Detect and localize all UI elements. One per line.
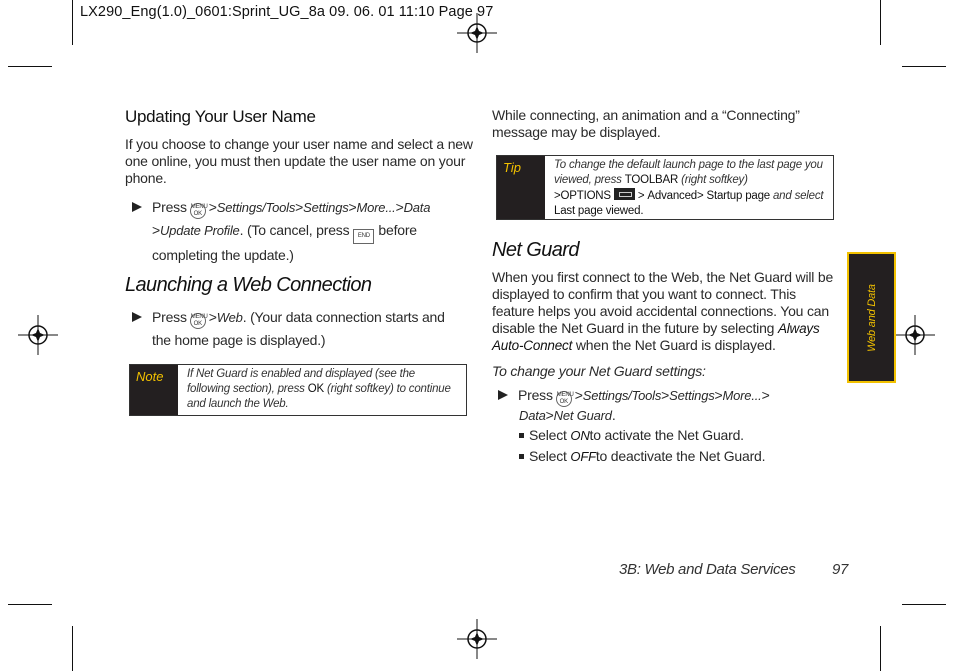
tip-and-select: and select <box>772 190 824 202</box>
crop-mark <box>902 604 946 605</box>
print-slug: LX290_Eng(1.0)_0601:Sprint_UG_8a 09. 06. 01 11:10 Page 97 <box>80 4 494 20</box>
crop-mark <box>72 626 73 671</box>
note-text-b: (right softkey) to continue and launch the Web. <box>187 383 451 410</box>
crop-mark <box>880 626 881 671</box>
note-label: Note <box>130 365 178 415</box>
gt-sep: > <box>295 199 304 215</box>
option-on: ON <box>570 428 590 443</box>
menu-ok-key-icon: MENU OK <box>556 392 574 405</box>
updating-step <box>132 196 472 267</box>
gt-sep: > <box>554 190 561 202</box>
note-text-a: If Net Guard is enabled and displayed (see the following section), press <box>187 368 415 395</box>
gt-sep: > <box>208 199 217 215</box>
option-off: OFF <box>570 449 596 464</box>
crop-mark <box>902 66 946 67</box>
menu-ok-key-icon: MENU OK <box>190 314 208 327</box>
note-text <box>178 365 466 415</box>
path-more: More... <box>722 388 762 403</box>
net-guard-always-connect: Always Auto-Connect <box>492 321 820 353</box>
path-data: Data <box>403 200 431 215</box>
path-settings: Settings <box>303 200 349 215</box>
updating-paragraph: If you choose to change your user name and select a new one online, you must then update the user name on your phone. <box>125 136 473 186</box>
note-box <box>129 364 467 416</box>
path-data: Data <box>519 408 546 423</box>
registration-mark-icon <box>457 619 497 659</box>
options-key-icon <box>614 188 635 200</box>
menu-ok-key-icon: MENU OK <box>190 204 208 217</box>
gt-sep: > <box>208 309 217 325</box>
path-settings: Settings <box>669 388 715 403</box>
sub-bullet-on <box>519 427 744 444</box>
launching-heading: Launching a Web Connection <box>125 274 372 296</box>
page-number: 97 <box>832 561 849 578</box>
step-end: . <box>611 407 616 423</box>
tip-end: . <box>640 205 644 217</box>
net-guard-heading: Net Guard <box>492 239 579 261</box>
net-guard-paragraph <box>492 269 838 354</box>
crop-mark <box>8 66 52 67</box>
to-change-label: To change your Net Guard settings: <box>492 363 706 379</box>
step-tail-1: before <box>378 222 417 238</box>
path-net-guard: Net Guard <box>553 408 612 423</box>
launch-step <box>132 306 472 352</box>
step-tail-2: completing the update.) <box>152 247 294 263</box>
sub-bullet-rest: to activate the Net Guard. <box>589 427 744 443</box>
tip-box <box>496 155 834 220</box>
registration-mark-icon <box>18 315 58 355</box>
section-side-tab <box>847 252 896 383</box>
end-key-icon: END <box>353 229 374 244</box>
path-web: Web <box>216 310 243 325</box>
select-text: Select <box>529 427 567 443</box>
bullet-triangle-icon <box>498 390 508 400</box>
note-ok: OK <box>307 383 324 395</box>
connecting-paragraph: While connecting, an animation and a “Connecting” message may be displayed. <box>492 107 800 140</box>
sub-bullet-off <box>519 448 765 465</box>
launch-after: . (Your data connection starts and <box>242 309 445 325</box>
gt-sep: > <box>545 407 554 423</box>
sub-bullet-rest: to deactivate the Net Guard. <box>595 448 766 464</box>
step-after: . (To cancel, press <box>239 222 350 238</box>
gt-sep: > <box>661 387 670 403</box>
net-guard-para-a: When you first connect to the Web, the Net Guard will be displayed to confirm that you want to connect. This feature helps you avoid accidental connections. You can disable the Net Guard in the future by selecting <box>492 269 834 336</box>
square-bullet-icon <box>519 433 524 438</box>
tip-toolbar: TOOLBAR <box>624 174 679 186</box>
tip-last-viewed: Last page viewed <box>554 205 641 217</box>
footer-section: 3B: Web and Data Services <box>619 561 796 578</box>
net-guard-step <box>498 387 828 424</box>
gt-sep: > <box>637 190 645 202</box>
gt-sep: > <box>395 199 404 215</box>
registration-mark-icon <box>457 13 497 53</box>
launch-after-2: the home page is displayed.) <box>152 332 326 348</box>
gt-sep: > <box>696 190 704 202</box>
gt-sep: > <box>761 387 770 403</box>
net-guard-para-b: when the Net Guard is displayed. <box>575 337 776 353</box>
tip-advanced: Advanced <box>647 190 697 202</box>
crop-mark <box>880 0 881 45</box>
tip-options: OPTIONS <box>560 190 611 202</box>
registration-mark-icon <box>895 315 935 355</box>
tip-text <box>545 156 833 219</box>
tip-label: Tip <box>497 156 545 219</box>
path-more: More... <box>356 200 396 215</box>
bullet-triangle-icon <box>132 312 142 322</box>
path-settings-tools: Settings/Tools <box>216 200 296 215</box>
path-settings-tools: Settings/Tools <box>582 388 662 403</box>
crop-mark <box>8 604 52 605</box>
select-text: Select <box>529 448 567 464</box>
tip-startup: Startup page <box>706 190 770 202</box>
crop-mark <box>72 0 73 45</box>
square-bullet-icon <box>519 454 524 459</box>
side-tab-label: Web and Data <box>865 283 878 352</box>
press-text: Press <box>152 309 187 325</box>
press-text: Press <box>152 199 187 215</box>
gt-sep: > <box>152 222 160 238</box>
gt-sep: > <box>714 387 723 403</box>
path-update-profile: Update Profile <box>159 223 240 238</box>
tip-text-b: (right softkey) <box>681 174 748 186</box>
gt-sep: > <box>574 387 583 403</box>
press-text: Press <box>518 387 553 403</box>
updating-heading: Updating Your User Name <box>125 107 316 126</box>
bullet-triangle-icon <box>132 202 142 212</box>
gt-sep: > <box>348 199 357 215</box>
tip-text-a: To change the default launch page to the last page you viewed, press <box>554 159 823 186</box>
